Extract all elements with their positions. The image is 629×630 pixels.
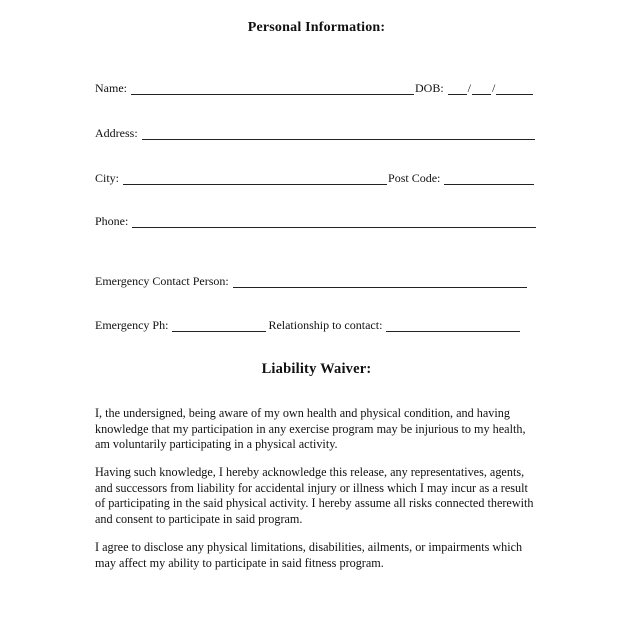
personal-information-heading: Personal Information: <box>247 20 386 35</box>
address-label: Address: <box>95 126 138 140</box>
waiver-paragraph: Having such knowledge, I hereby acknowledge this release, any representatives, agents, and successors from liability for accidental injury or illness which I may incur as a result of participating in the said physical activity. I hereby assume all risks connected therewith and consent to participate in said program. <box>95 465 534 526</box>
dob-year-field[interactable] <box>496 83 533 95</box>
emergency-phone-field[interactable] <box>172 320 266 332</box>
emergency-contact-label: Emergency Contact Person: <box>95 274 229 288</box>
dob-separator: / <box>467 81 472 95</box>
phone-label: Phone: <box>95 214 129 228</box>
liability-waiver-heading: Liability Waiver: <box>261 361 372 377</box>
dob-day-field[interactable] <box>448 83 467 95</box>
relationship-label: Relationship to contact: <box>268 318 383 332</box>
dob-month-field[interactable] <box>472 83 491 95</box>
relationship-field[interactable] <box>386 320 520 332</box>
emergency-contact-row <box>95 274 527 288</box>
name-dob-row <box>95 81 533 95</box>
waiver-paragraph: I, the undersigned, being aware of my own health and physical condition, and having knowledge that my participation in any exercise program may be injurious to my health, am voluntarily participating in a physical activity. <box>95 406 526 451</box>
emergency-phone-label: Emergency Ph: <box>95 318 169 332</box>
postcode-field[interactable] <box>444 173 534 185</box>
address-field[interactable] <box>142 128 535 140</box>
emergency-contact-field[interactable] <box>233 276 527 288</box>
city-postcode-row <box>95 171 534 185</box>
name-field[interactable] <box>131 83 414 95</box>
emergency-phone-row <box>95 318 520 332</box>
city-field[interactable] <box>123 173 387 185</box>
name-label: Name: <box>95 81 127 95</box>
waiver-paragraph: I agree to disclose any physical limitations, disabilities, ailments, or impairments which may affect my ability to participate in said fitness program. <box>95 540 523 570</box>
dob-label: DOB: <box>415 81 444 95</box>
postcode-label: Post Code: <box>388 171 441 185</box>
phone-row <box>95 214 536 228</box>
dob-separator: / <box>492 81 496 95</box>
city-label: City: <box>95 171 120 185</box>
address-row <box>95 126 535 140</box>
phone-field[interactable] <box>132 216 536 228</box>
